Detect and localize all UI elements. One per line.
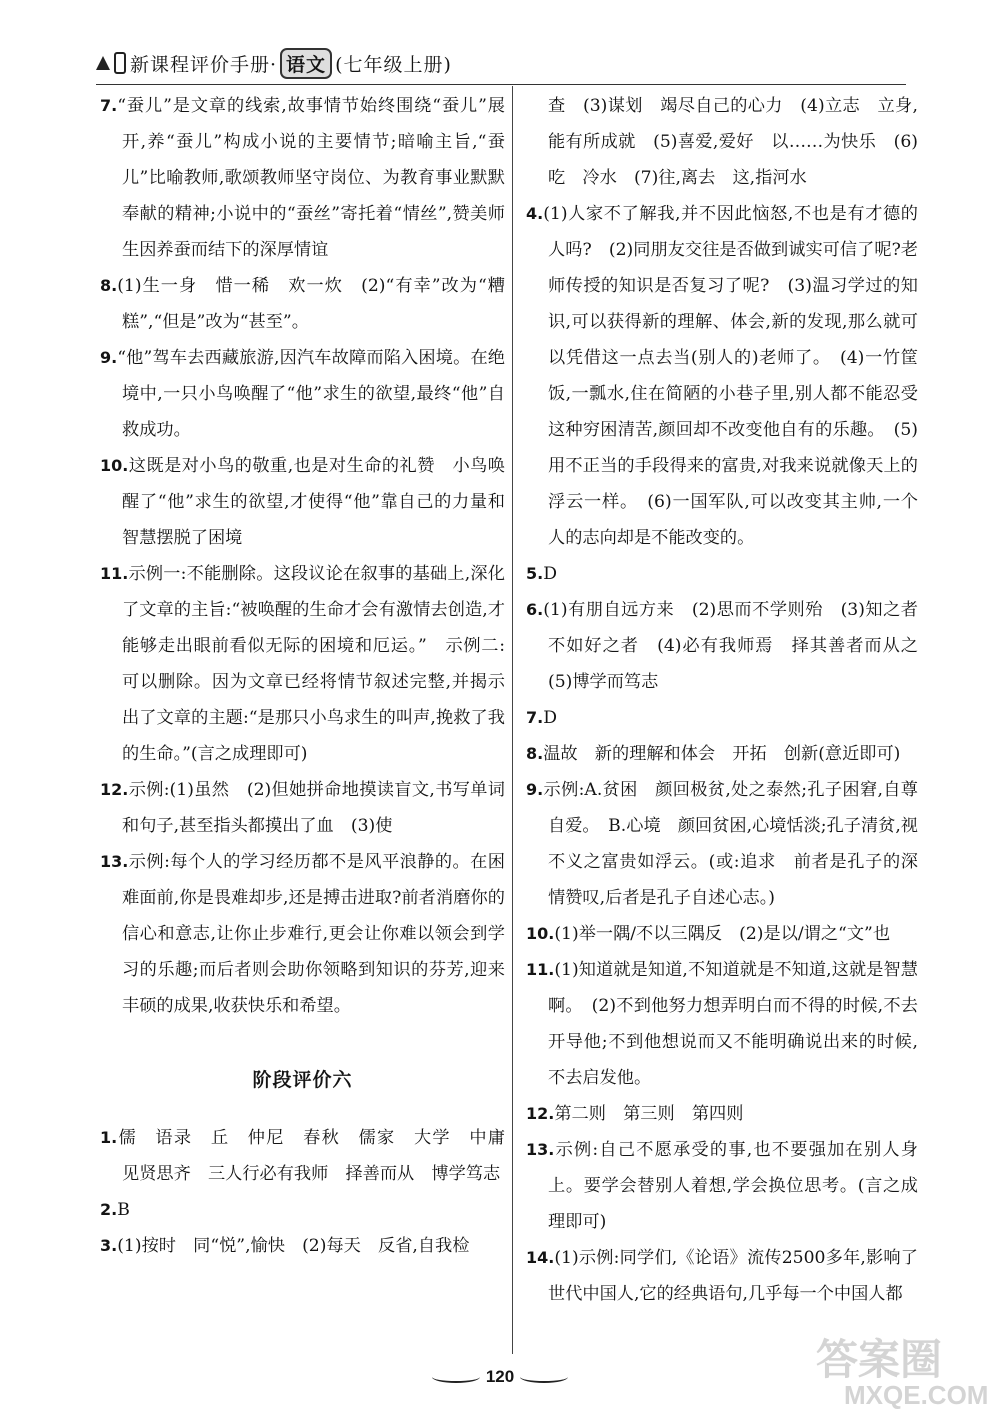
- answer-text: (1)人家不了解我,并不因此恼怒,不也是有才德的人吗? (2)同朋友交往是否做到诚实可信了呢?老师传授的知识是否复习了呢? (3)温习学过的知识,可以获得新的理解、体会,新的发现,那么就可以凭借这一点去当(别人的)老师了。 (4)一竹筐饭,一瓢水,住在简陋的小巷子里,别人都不能忍受这种穷困清苦,颜回却不改变他自有的乐趣。 (5)用不正当的手段得来的富贵,对我来说就像天上的浮云一样。 (6)一国军队,可以改变其主帅,一个人的志向却是不能改变的。: [543, 204, 918, 548]
- column-divider: [512, 86, 513, 1354]
- answer-text: (1)生一身 惜一稀 欢一炊 (2)“有幸”改为“糟糕”,“但是”改为“甚至”。: [117, 276, 505, 332]
- answer-text: “他”驾车去西藏旅游,因汽车故障而陷入困境。在绝境中,一只小鸟唤醒了“他”求生的欲望,最终“他”自救成功。: [117, 348, 505, 440]
- left-column: [100, 88, 523, 1264]
- watermark-line-2: MXQE.COM: [844, 1380, 989, 1410]
- answer-item: [100, 340, 505, 448]
- answer-text: 示例:(1)虽然 (2)但她拼命地摸读盲文,书写单词和句子,甚至指头都摸出了血 (3)使: [122, 780, 505, 836]
- answer-number: 1.: [100, 1128, 118, 1147]
- watermark-line-1: 答案圈: [816, 1335, 943, 1384]
- right-column: [526, 88, 936, 1312]
- answer-item: [100, 1228, 505, 1264]
- answer-number: 9.: [526, 780, 544, 799]
- answer-text: 示例:每个人的学习经历都不是风平浪静的。在困难面前,你是畏难却步,还是搏击进取?前者消磨你的信心和意志,让你止步难行,更会让你难以领会到学习的乐趣;而后者则会助你领略到知识的芬芳,迎来丰硕的成果,收获快乐和希望。: [122, 852, 505, 1016]
- answer-item: [100, 772, 505, 844]
- watermark: [816, 1335, 996, 1410]
- answer-item: [526, 916, 918, 952]
- answer-number: 7.: [526, 708, 544, 727]
- answer-text: 温故 新的理解和体会 开拓 创新(意近即可): [543, 744, 901, 764]
- answer-text: 这既是对小鸟的敬重,也是对生命的礼赞 小鸟唤醒了“他”求生的欲望,才使得“他”靠自己的力量和智慧摆脱了困境: [122, 456, 505, 548]
- answer-text: “蚕儿”是文章的线索,故事情节始终围绕“蚕儿”展开,养“蚕儿”构成小说的主要情节;暗喻主旨,“蚕儿”比喻教师,歌颂教师坚守岗位、为教育事业默默奉献的精神;小说中的“蚕丝”寄托着“情丝”,赞美师生因养蚕而结下的深厚情谊: [117, 96, 505, 260]
- answer-number: 13.: [100, 852, 129, 871]
- answer-number: 9.: [100, 348, 118, 367]
- answers-group-a: [100, 88, 505, 1024]
- answer-item: [100, 88, 505, 268]
- continued-answer: 查 (3)谋划 竭尽自己的心力 (4)立志 立身,能有所成就 (5)喜爱,爱好 以……为快乐 (6)吃 冷水 (7)往,离去 这,指河水: [548, 96, 918, 188]
- answers-group-c: [526, 196, 936, 1312]
- answers-group-b: [100, 1120, 523, 1264]
- left-ornament-icon: [432, 1371, 480, 1383]
- answer-number: 12.: [526, 1104, 555, 1123]
- answer-item: [100, 844, 505, 1024]
- answer-number: 14.: [526, 1248, 555, 1267]
- answer-text: (1)举一隅/不以三隅反 (2)是以/谓之“文”也: [554, 924, 891, 944]
- answer-item: [526, 952, 918, 1096]
- answer-text: 儒 语录 丘 仲尼 春秋 儒家 大学 中庸 见贤思齐 三人行必有我师 择善而从 博学笃志: [117, 1128, 523, 1184]
- answer-item: [526, 592, 936, 700]
- answer-item: [526, 196, 918, 556]
- header-rule: [96, 84, 906, 85]
- answer-text: (1)有朋自远方来 (2)思而不学则殆 (3)知之者不如好之者 (4)必有我师焉 择其善者而从之 (5)博学而笃志: [543, 600, 936, 692]
- answer-number: 2.: [100, 1200, 118, 1219]
- header-title-post: (七年级上册): [335, 53, 452, 76]
- subject-badge: 语文: [280, 48, 332, 79]
- answer-number: 7.: [100, 96, 118, 115]
- answer-text: (1)示例:同学们,《论语》流传2500多年,影响了世代中国人,它的经典语句,几乎每一个中国人都: [548, 1248, 918, 1304]
- answer-item: [100, 1192, 505, 1228]
- answer-number: 10.: [100, 456, 129, 475]
- answer-number: 4.: [526, 204, 544, 223]
- answer-item: [526, 556, 918, 592]
- section-title: 阶段评价六: [252, 1069, 353, 1091]
- publisher-logo-icon: [114, 52, 126, 74]
- answer-number: 3.: [100, 1236, 118, 1255]
- answer-number: 8.: [100, 276, 118, 295]
- answer-item: [526, 700, 918, 736]
- answer-item: [526, 772, 918, 916]
- answer-number: 5.: [526, 564, 544, 583]
- right-ornament-icon: [520, 1371, 568, 1383]
- answer-number: 13.: [526, 1140, 555, 1159]
- answer-item: [100, 1120, 523, 1192]
- answer-text: 示例一:不能删除。这段议论在叙事的基础上,深化了文章的主旨:“被唤醒的生命才会有激情去创造,才能够走出眼前看似无际的困境和厄运。” 示例二:可以删除。因为文章已经将情节叙述完整,并揭示出了文章的主题:“是那只小鸟求生的叫声,挽救了我的生命。”(言之成理即可): [122, 564, 505, 764]
- answer-text: (1)知道就是知道,不知道就是不知道,这就是智慧啊。 (2)不到他努力想弄明白而不得的时候,不去开导他;不到他想说而又不能明确说出来的时候,不去启发他。: [548, 960, 918, 1088]
- answer-number: 11.: [100, 564, 129, 583]
- answer-text: B: [117, 1200, 130, 1220]
- answer-text: D: [543, 564, 557, 584]
- answer-item: [100, 268, 505, 340]
- answer-item: [100, 556, 505, 772]
- running-header: [96, 48, 816, 78]
- answer-text: D: [543, 708, 557, 728]
- answer-item: [526, 1096, 918, 1132]
- answer-item: [526, 736, 918, 772]
- answer-item: [100, 448, 505, 556]
- answer-text: 示例:A.贫困 颜回极贫,处之泰然;孔子困窘,自尊自爱。 B.心境 颜回贫困,心境恬淡;孔子清贫,视不义之富贵如浮云。(或:追求 前者是孔子的深情赞叹,后者是孔子自述心志。): [543, 780, 918, 908]
- answer-text: 示例:自己不愿承受的事,也不要强加在别人身上。要学会替别人着想,学会换位思考。(言之成理即可): [548, 1140, 918, 1232]
- answer-text: (1)按时 同“悦”,愉快 (2)每天 反省,自我检: [117, 1236, 470, 1256]
- answer-item: [526, 1240, 918, 1312]
- answer-number: 10.: [526, 924, 555, 943]
- answer-number: 8.: [526, 744, 544, 763]
- answer-number: 11.: [526, 960, 555, 979]
- answer-number: 12.: [100, 780, 129, 799]
- page-number-text: 120: [485, 1367, 515, 1386]
- answer-number: 6.: [526, 600, 544, 619]
- answer-item: [526, 1132, 918, 1240]
- header-title-pre: 新课程评价手册·: [130, 53, 278, 76]
- page-number: [410, 1362, 590, 1392]
- answer-text: 第二则 第三则 第四则: [554, 1104, 744, 1124]
- triangle-mark-icon: [96, 56, 110, 70]
